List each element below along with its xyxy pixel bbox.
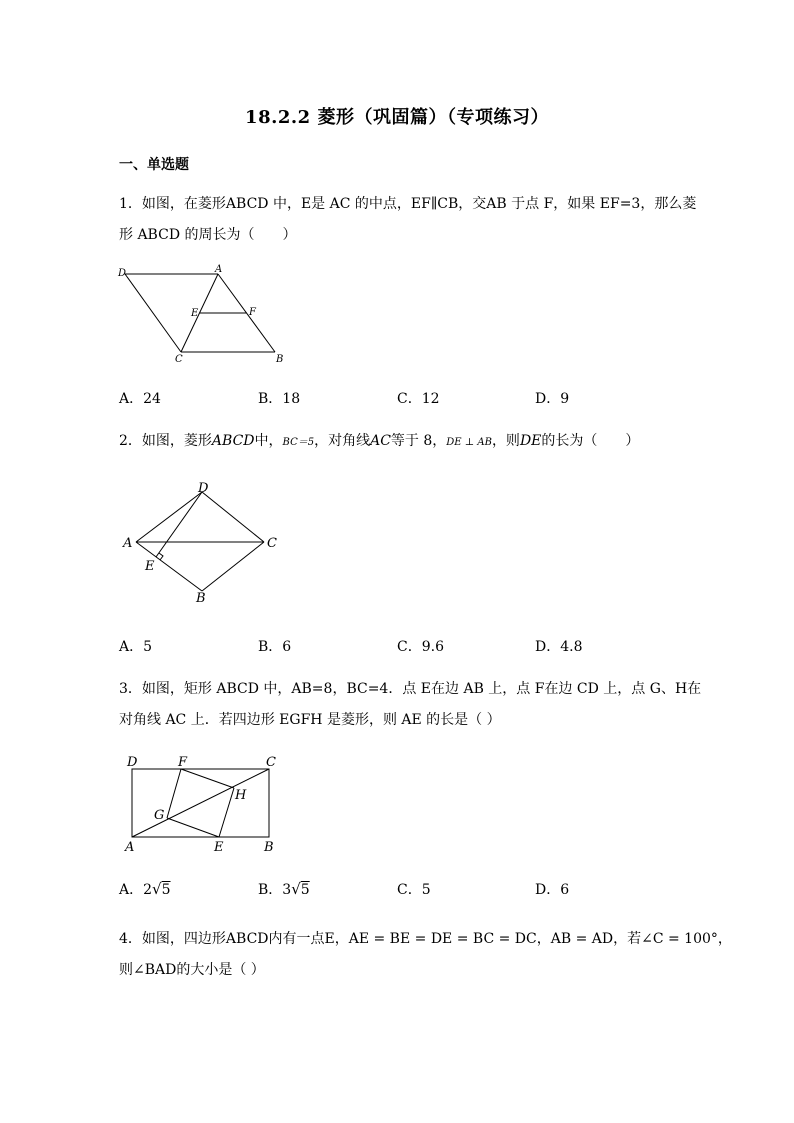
q1-option-b[interactable]: B．18 bbox=[258, 391, 301, 407]
q2-label-e: E bbox=[145, 559, 155, 574]
q3-label-a: A bbox=[125, 840, 135, 855]
q1-side-cd bbox=[125, 274, 181, 352]
q2-math-bc: BC＝5 bbox=[282, 437, 315, 448]
q3-label-h: H bbox=[235, 788, 247, 803]
sqrt-symbol-icon: √ bbox=[152, 880, 162, 898]
q2-label-d: D bbox=[198, 481, 209, 496]
q2-text-suffix: 的长为（ ） bbox=[541, 433, 640, 449]
q1-option-d[interactable]: D．9 bbox=[535, 391, 570, 407]
q2-label-c: C bbox=[267, 536, 277, 551]
q3-label-d: D bbox=[127, 755, 138, 770]
q1-option-c[interactable]: C．12 bbox=[397, 391, 440, 407]
q3-label-g: G bbox=[154, 808, 165, 823]
q1-option-a[interactable]: A．24 bbox=[119, 391, 161, 407]
q1-text-line1: 1．如图，在菱形ABCD 中，E是 AC 的中点，EF∥CB，交AB 于点 F，如果 EF=3，那么菱 bbox=[119, 196, 697, 212]
q3-option-a-radicand: 5 bbox=[161, 882, 171, 898]
q2-text-mid3: 等于 8， bbox=[390, 433, 447, 449]
q4-text-line2: 则∠BAD的大小是（ ） bbox=[119, 962, 265, 978]
q3-side-gf bbox=[167, 769, 181, 818]
q2-text-mid1: 中， bbox=[254, 433, 283, 449]
q2-text-mid2: ，对角线 bbox=[314, 433, 371, 449]
q3-label-b: B bbox=[264, 840, 274, 855]
q3-label-e: E bbox=[214, 840, 224, 855]
q3-text-line2: 对角线 AC 上．若四边形 EGFH 是菱形，则 AE 的长是（ ） bbox=[119, 712, 501, 728]
q2-label-b: B bbox=[196, 591, 206, 606]
q3-option-b-coef: 3 bbox=[282, 882, 292, 898]
q3-side-fh bbox=[181, 769, 234, 788]
q3-diagonal-ac bbox=[132, 769, 269, 837]
q2-option-c[interactable]: C．9.6 bbox=[397, 639, 444, 655]
q1-label-d: D bbox=[118, 268, 127, 279]
q3-option-a-letter: A． bbox=[119, 882, 144, 898]
q3-side-eg bbox=[167, 818, 219, 837]
q2-side-dc bbox=[202, 492, 264, 542]
q2-math-abcd: ABCD bbox=[211, 433, 255, 449]
page-title: 18.2.2 菱形（巩固篇）（专项练习） bbox=[245, 107, 549, 128]
q2-rhombus-figure bbox=[116, 478, 286, 608]
q2-segment-de bbox=[156, 492, 202, 557]
q2-text bbox=[119, 431, 639, 453]
q3-label-c: C bbox=[266, 755, 276, 770]
q1-rhombus-figure bbox=[112, 262, 292, 367]
q2-math-de-perp-ab: DE ⊥ AB bbox=[446, 437, 492, 448]
sqrt-symbol-icon: √ bbox=[291, 880, 301, 898]
q2-math-de: DE bbox=[519, 433, 542, 449]
q3-rectangle-figure bbox=[120, 752, 285, 857]
q1-label-b: B bbox=[276, 354, 284, 365]
q2-math-ac: AC bbox=[370, 433, 391, 449]
q3-option-b-letter: B． bbox=[258, 882, 283, 898]
q1-label-e: E bbox=[191, 308, 199, 319]
q3-option-d[interactable]: D．6 bbox=[535, 882, 570, 898]
q2-label-a: A bbox=[123, 536, 133, 551]
q2-option-a[interactable]: A．5 bbox=[119, 639, 153, 655]
q2-side-ad bbox=[136, 492, 202, 542]
q2-text-mid4: ，则 bbox=[491, 433, 520, 449]
q2-option-d[interactable]: D．4.8 bbox=[535, 639, 583, 655]
q3-option-b[interactable] bbox=[258, 879, 310, 899]
q4-text-line1: 4．如图，四边形ABCD内有一点E，AE = BE = DE = BC = DC，AB = AD，若∠C = 100°， bbox=[119, 931, 732, 947]
q3-option-c[interactable]: C．5 bbox=[397, 882, 431, 898]
q1-text-line2: 形 ABCD 的周长为（ ） bbox=[119, 227, 297, 243]
q3-side-he bbox=[219, 788, 234, 837]
q2-option-b[interactable]: B．6 bbox=[258, 639, 292, 655]
q3-option-a-coef: 2 bbox=[143, 882, 153, 898]
q3-label-f: F bbox=[178, 755, 188, 770]
q2-side-cb bbox=[202, 542, 264, 591]
section-heading: 一、单选题 bbox=[119, 157, 189, 173]
q2-text-prefix: 2．如图，菱形 bbox=[119, 433, 212, 449]
q1-label-c: C bbox=[175, 354, 183, 365]
q3-option-b-radicand: 5 bbox=[300, 882, 310, 898]
q1-label-a: A bbox=[215, 264, 223, 275]
q3-option-a[interactable] bbox=[119, 879, 171, 899]
q3-text-line1: 3．如图，矩形 ABCD 中，AB=8，BC=4．点 E在边 AB 上，点 F在边 CD 上，点 G、H在 bbox=[119, 681, 702, 697]
q1-label-f: F bbox=[249, 307, 256, 318]
